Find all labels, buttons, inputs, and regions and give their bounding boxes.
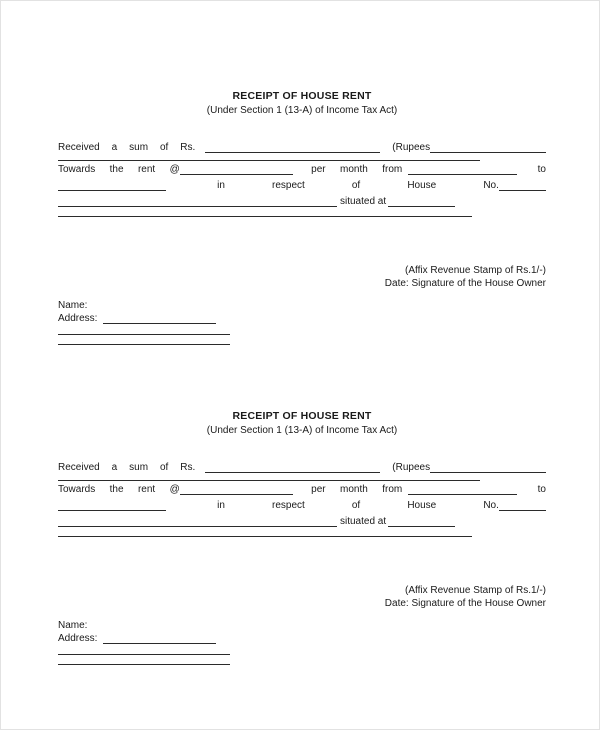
- line-received-sum: [58, 141, 546, 154]
- owner-details-block: [58, 619, 546, 665]
- blank-period-to[interactable]: [58, 500, 166, 511]
- word-towards: Towards: [58, 484, 96, 495]
- blank-owner-address-3[interactable]: [58, 664, 230, 665]
- word-the: the: [109, 164, 124, 175]
- blank-amount-figures[interactable]: [205, 142, 380, 153]
- receipt-title: RECEIPT OF HOUSE RENT: [232, 410, 372, 422]
- word-month: month: [340, 164, 368, 175]
- word-rent: rent: [137, 164, 156, 175]
- word-at-symbol: @: [169, 164, 180, 175]
- receipt-body: [58, 141, 546, 217]
- word-in: in: [217, 500, 225, 511]
- blank-period-to[interactable]: [58, 180, 166, 191]
- word-a: a: [111, 462, 118, 473]
- line-towards-rent: [58, 483, 546, 496]
- rent-receipt-copy-2: [58, 409, 546, 665]
- word-in: in: [217, 180, 225, 191]
- word-to: to: [537, 164, 546, 175]
- word-sum: sum: [129, 142, 149, 153]
- stamp-signature-block: [58, 584, 546, 610]
- word-sum: sum: [129, 462, 149, 473]
- owner-address-row: [58, 632, 546, 645]
- blank-amount-words-continuation[interactable]: [58, 480, 480, 481]
- owner-name-label: Name:: [58, 620, 88, 631]
- blank-owner-address-2[interactable]: [58, 334, 230, 335]
- owner-details-block: [58, 299, 546, 345]
- word-respect: respect: [271, 180, 305, 191]
- affix-revenue-stamp-note: (Affix Revenue Stamp of Rs.1/-): [405, 265, 546, 276]
- line-house-number: [58, 499, 546, 512]
- word-rent: rent: [137, 484, 156, 495]
- blank-owner-address-3[interactable]: [58, 344, 230, 345]
- word-of-2: of: [351, 180, 361, 191]
- word-rupees: (Rupees: [392, 462, 431, 473]
- receipt-subtitle: (Under Section 1 (13-A) of Income Tax Act): [206, 425, 398, 436]
- blank-period-from[interactable]: [408, 484, 517, 495]
- line-situated-at: [58, 515, 546, 528]
- blank-owner-address-2[interactable]: [58, 654, 230, 655]
- blank-period-from[interactable]: [408, 164, 517, 175]
- word-house: House: [407, 180, 437, 191]
- blank-house-number[interactable]: [499, 500, 546, 511]
- blank-amount-words[interactable]: [430, 142, 546, 153]
- word-per: per: [311, 484, 326, 495]
- owner-address-row: [58, 312, 546, 325]
- word-month: month: [340, 484, 368, 495]
- word-received: Received: [58, 142, 100, 153]
- blank-amount-words-continuation[interactable]: [58, 160, 480, 161]
- line-house-number: [58, 179, 546, 192]
- owner-name-label: Name:: [58, 300, 88, 311]
- owner-address-label: Address:: [58, 633, 98, 644]
- word-towards: Towards: [58, 164, 96, 175]
- word-at-symbol: @: [169, 484, 180, 495]
- blank-owner-address-1[interactable]: [103, 633, 216, 644]
- word-of-2: of: [351, 500, 361, 511]
- word-received: Received: [58, 462, 100, 473]
- blank-monthly-rate[interactable]: [180, 484, 293, 495]
- word-the: the: [109, 484, 124, 495]
- receipt-body: [58, 461, 546, 537]
- line-situated-at: [58, 195, 546, 208]
- word-no: No.: [483, 500, 499, 511]
- blank-amount-figures[interactable]: [205, 462, 380, 473]
- line-towards-rent: [58, 163, 546, 176]
- blank-situated-location-continuation[interactable]: [58, 216, 472, 217]
- receipt-title: RECEIPT OF HOUSE RENT: [232, 90, 372, 102]
- receipt-subtitle: (Under Section 1 (13-A) of Income Tax Act): [206, 105, 398, 116]
- word-of: of: [159, 142, 169, 153]
- word-respect: respect: [271, 500, 305, 511]
- word-rs: Rs.: [180, 462, 196, 473]
- blank-house-number-continuation[interactable]: [58, 516, 337, 527]
- line-received-sum: [58, 461, 546, 474]
- owner-address-label: Address:: [58, 313, 98, 324]
- word-situated-at: situated at: [340, 196, 387, 207]
- blank-situated-location[interactable]: [388, 196, 455, 207]
- word-to: to: [537, 484, 546, 495]
- blank-house-number[interactable]: [499, 180, 546, 191]
- word-from: from: [382, 484, 403, 495]
- blank-situated-location[interactable]: [388, 516, 455, 527]
- affix-revenue-stamp-note: (Affix Revenue Stamp of Rs.1/-): [405, 585, 546, 596]
- word-rupees: (Rupees: [392, 142, 431, 153]
- word-situated-at: situated at: [340, 516, 387, 527]
- blank-house-number-continuation[interactable]: [58, 196, 337, 207]
- blank-amount-words[interactable]: [430, 462, 546, 473]
- word-per: per: [311, 164, 326, 175]
- blank-situated-location-continuation[interactable]: [58, 536, 472, 537]
- word-house: House: [407, 500, 437, 511]
- rent-receipt-copy-1: [58, 89, 546, 345]
- blank-monthly-rate[interactable]: [180, 164, 293, 175]
- word-rs: Rs.: [180, 142, 196, 153]
- date-signature-label: Date: Signature of the House Owner: [384, 598, 546, 609]
- date-signature-label: Date: Signature of the House Owner: [384, 278, 546, 289]
- word-of: of: [159, 462, 169, 473]
- word-from: from: [382, 164, 403, 175]
- blank-owner-address-1[interactable]: [103, 313, 216, 324]
- word-a: a: [111, 142, 118, 153]
- word-no: No.: [483, 180, 499, 191]
- stamp-signature-block: [58, 264, 546, 290]
